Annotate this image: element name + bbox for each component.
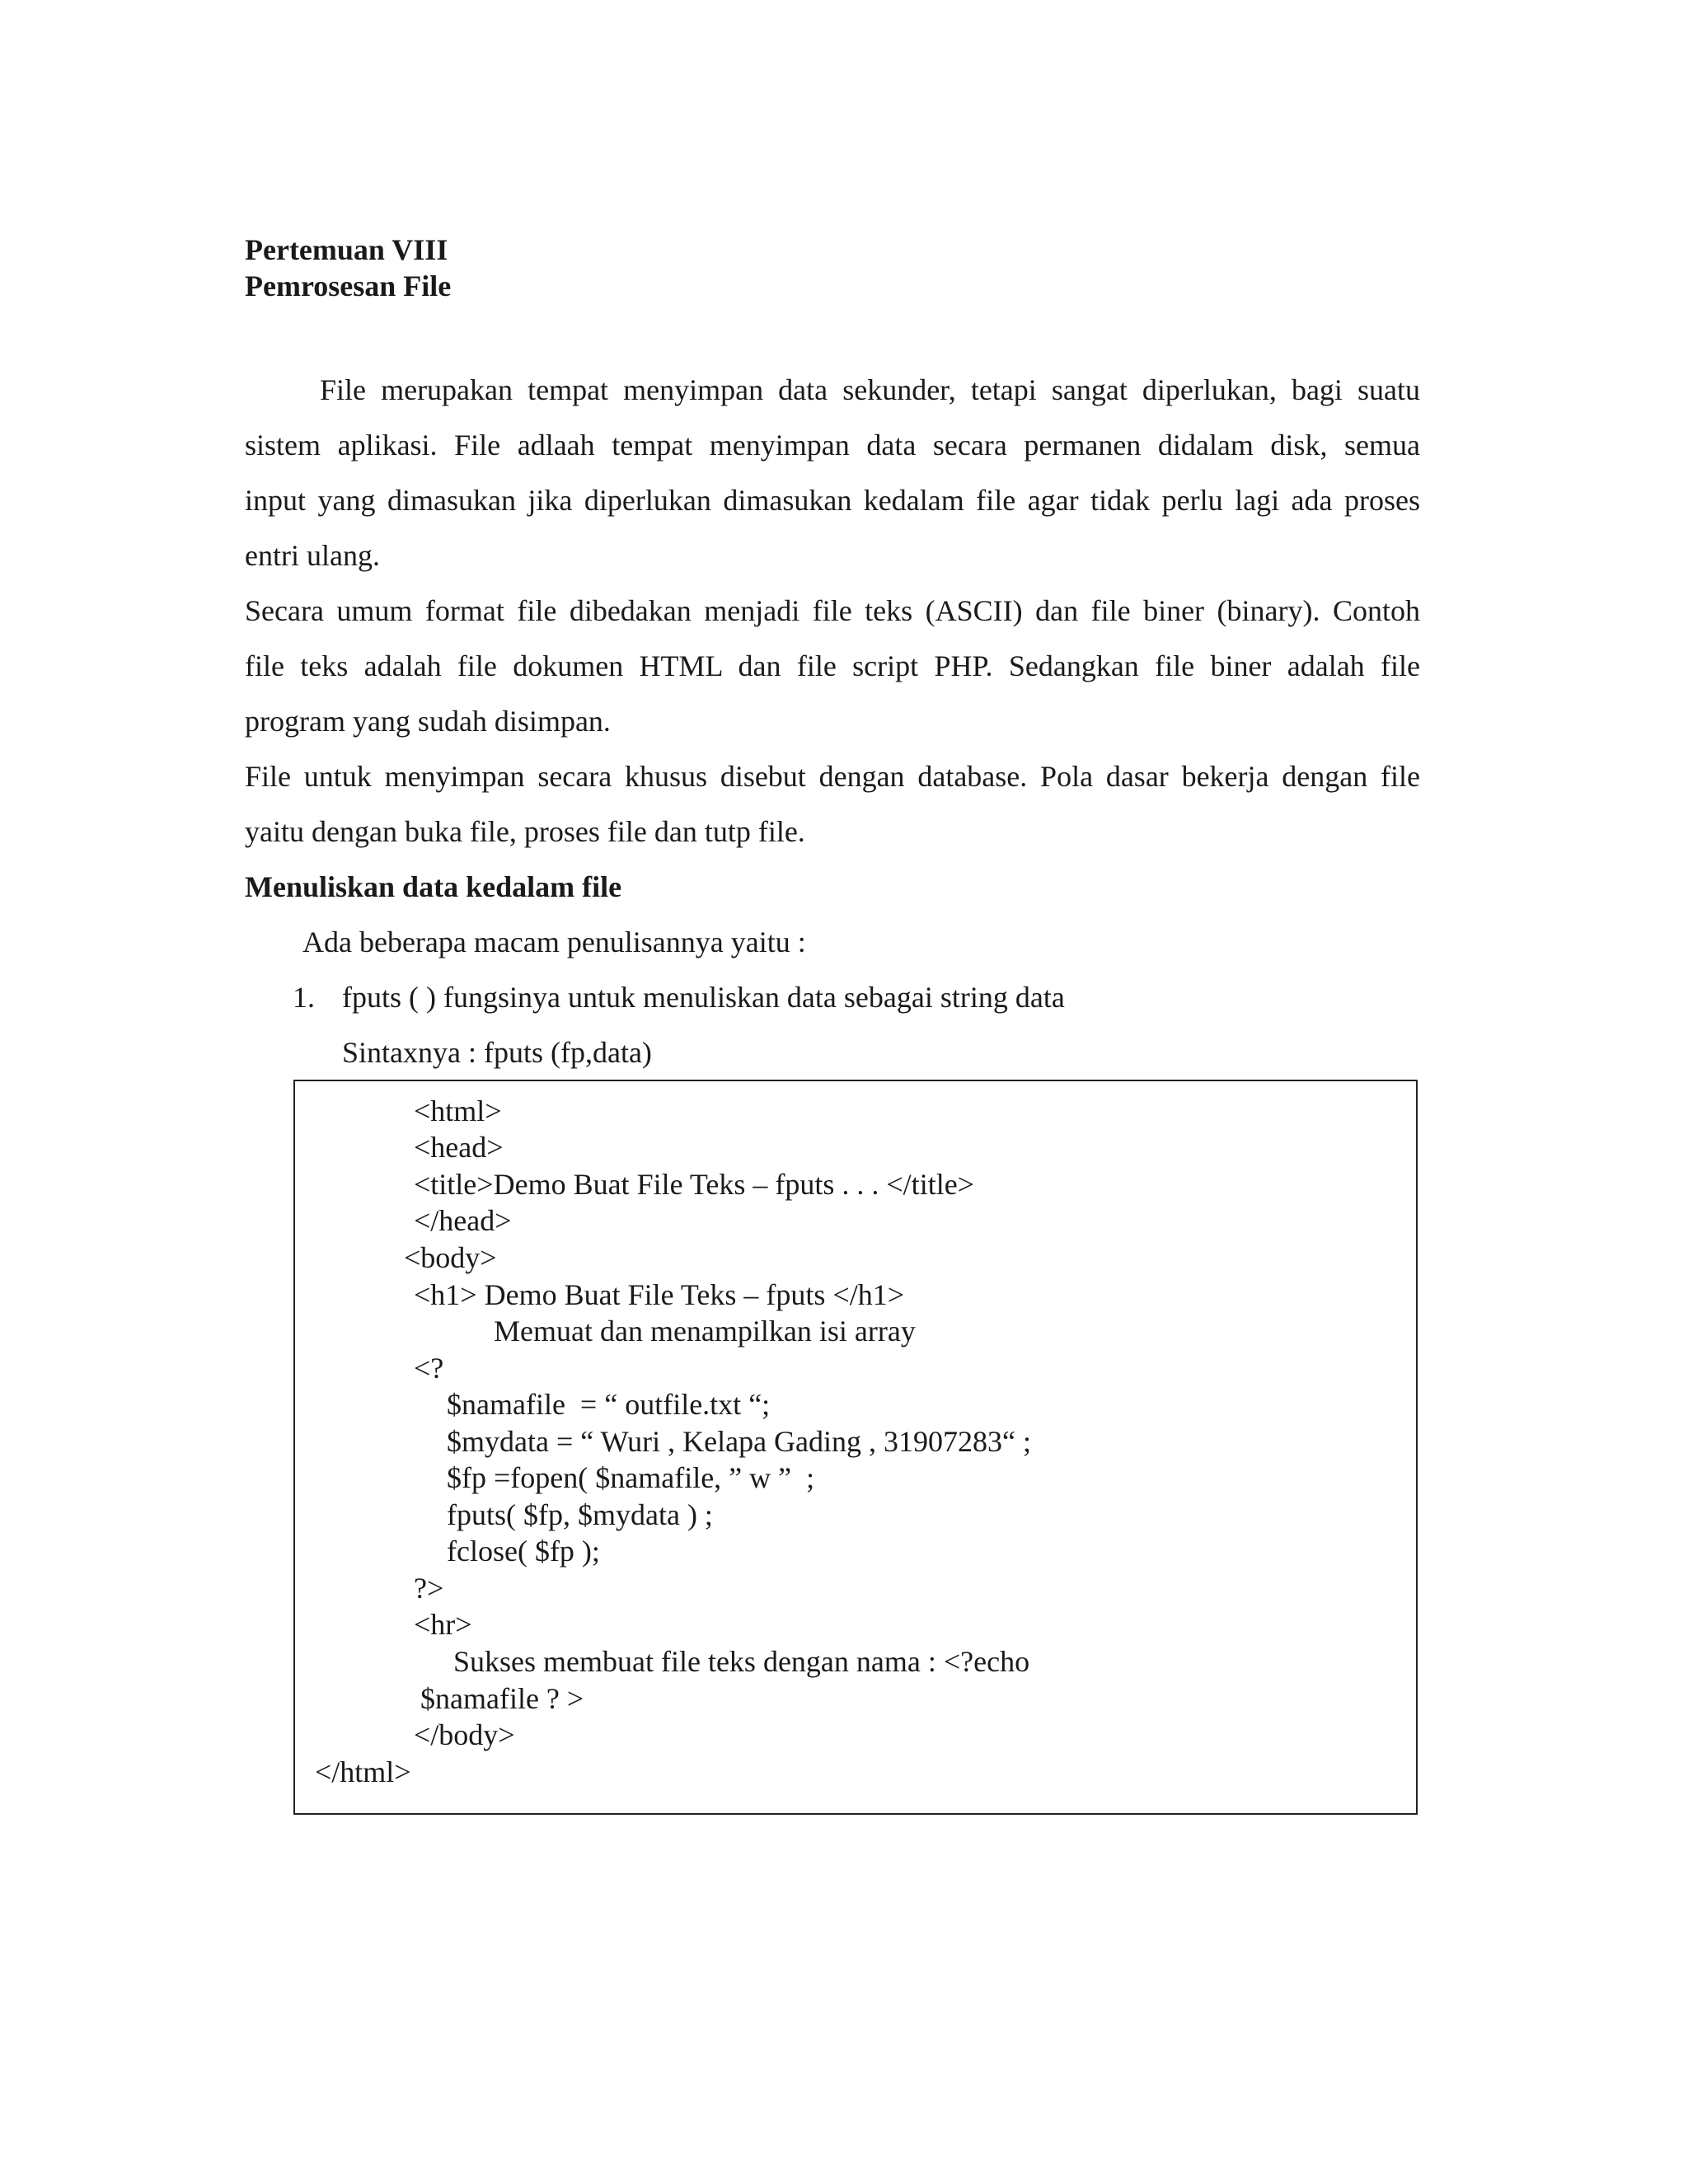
code-line: $namafile ? >	[420, 1682, 584, 1715]
paragraph-2-line-1: Secara umum format file dibedakan menjadi file teks (ASCII) dan file biner (binary). Contoh	[245, 594, 1420, 627]
code-line: $fp =fopen( $namafile, ” w ” ;	[447, 1461, 815, 1494]
code-line: Sukses membuat file teks dengan nama : <?echo	[453, 1645, 1030, 1678]
code-listing-box	[293, 1080, 1418, 1815]
code-line: $namafile = “ outfile.txt “;	[447, 1388, 771, 1421]
paragraph-1-line-2: sistem aplikasi. File adlaah tempat menyimpan data secara permanen didalam disk, semua	[245, 429, 1420, 462]
syntax-line: Sintaxnya : fputs (fp,data)	[342, 1036, 652, 1069]
section-lead: Ada beberapa macam penulisannya yaitu :	[302, 926, 806, 958]
paragraph-1-line-4: entri ulang.	[245, 539, 380, 572]
paragraph-1-line-3: input yang dimasukan jika diperlukan dimasukan kedalam file agar tidak perlu lagi ada proses	[245, 484, 1420, 517]
code-line: fclose( $fp );	[447, 1535, 600, 1568]
code-line: <body>	[404, 1241, 497, 1274]
paragraph-3-line-1: File untuk menyimpan secara khusus disebut dengan database. Pola dasar bekerja dengan file	[245, 760, 1420, 793]
chapter-title: Pemrosesan File	[245, 269, 452, 302]
list-item-number: 1.	[293, 981, 315, 1014]
list-item-text: fputs ( ) fungsinya untuk menuliskan data sebagai string data	[342, 981, 1065, 1014]
code-line: <html>	[414, 1094, 502, 1127]
code-line: </html>	[315, 1755, 411, 1788]
code-line: Memuat dan menampilkan isi array	[494, 1315, 916, 1347]
code-line: </head>	[414, 1204, 512, 1237]
paragraph-2-line-2: file teks adalah file dokumen HTML dan file script PHP. Sedangkan file biner adalah file	[245, 649, 1420, 682]
meeting-title: Pertemuan VIII	[245, 233, 448, 266]
section-title: Menuliskan data kedalam file	[245, 870, 622, 903]
code-line: </body>	[414, 1718, 515, 1751]
paragraph-2-line-3: program yang sudah disimpan.	[245, 705, 611, 738]
code-line: <hr>	[414, 1608, 472, 1641]
code-line: <head>	[414, 1131, 504, 1164]
code-line: ?>	[414, 1572, 444, 1605]
paragraph-1-line-1: File merupakan tempat menyimpan data sekunder, tetapi sangat diperlukan, bagi suatu	[320, 373, 1420, 406]
paragraph-3-line-2: yaitu dengan buka file, proses file dan tutp file.	[245, 815, 805, 848]
code-line: $mydata = “ Wuri , Kelapa Gading , 31907283“ ;	[447, 1425, 1032, 1458]
code-line: <?	[414, 1352, 444, 1385]
code-line: fputs( $fp, $mydata ) ;	[447, 1498, 713, 1531]
code-line: <title>Demo Buat File Teks – fputs . . . </title>	[414, 1168, 974, 1201]
code-line: <h1> Demo Buat File Teks – fputs </h1>	[414, 1278, 905, 1311]
